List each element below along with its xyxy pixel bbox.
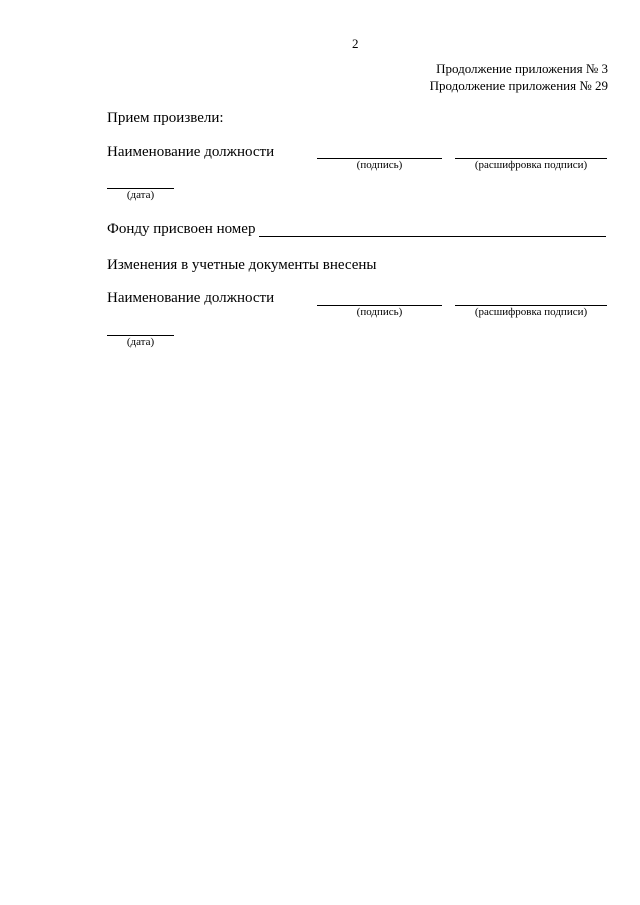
date-caption-2: (дата)	[126, 336, 155, 348]
signature-caption-2: (подпись)	[356, 306, 403, 318]
date-caption-1: (дата)	[126, 189, 155, 201]
header-appendix-3: Продолжение приложения № 3	[436, 61, 608, 76]
fund-number-label: Фонду присвоен номер	[107, 221, 256, 237]
signature-decoding-caption-2: (расшифровка подписи)	[474, 306, 588, 318]
position-label-2: Наименование должности	[107, 290, 275, 306]
position-label-1: Наименование должности	[107, 144, 275, 160]
signature-decoding-caption-1: (расшифровка подписи)	[474, 159, 588, 171]
intro-text: Прием произвели:	[107, 110, 224, 126]
page-number: 2	[352, 36, 359, 51]
changes-text: Изменения в учетные документы внесены	[107, 257, 377, 273]
fund-number-line	[259, 236, 606, 237]
signature-caption-1: (подпись)	[356, 159, 403, 171]
header-appendix-29: Продолжение приложения № 29	[429, 78, 608, 93]
